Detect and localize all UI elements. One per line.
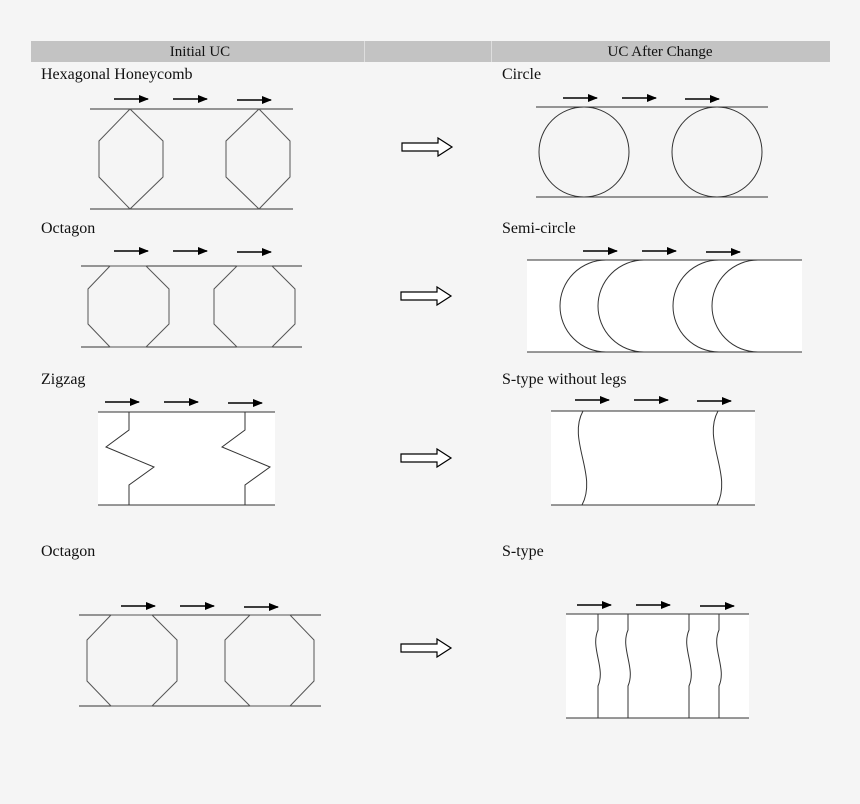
hexagonal-honeycomb-cell: [90, 99, 293, 209]
label-s-type-without-legs: S-type without legs: [502, 371, 627, 388]
transform-arrow-icon: [402, 138, 452, 156]
octagon-cell-2: [79, 606, 321, 706]
header-initial-uc: Initial UC: [169, 44, 231, 60]
transform-arrow-icon: [401, 449, 451, 467]
label-octagon-2: Octagon: [41, 543, 96, 560]
transform-arrow-icon: [401, 287, 451, 305]
label-octagon-1: Octagon: [41, 220, 96, 237]
label-s-type: S-type: [502, 543, 544, 560]
s-type-cell: [566, 605, 749, 718]
octagon-cell-1: [81, 251, 302, 347]
label-circle: Circle: [502, 66, 542, 83]
semi-circle-cell: [527, 251, 802, 352]
s-type-without-legs-cell: [551, 400, 755, 505]
zigzag-cell: [98, 402, 275, 505]
circle-cell: [536, 98, 768, 197]
label-semi-circle: Semi-circle: [502, 220, 576, 237]
label-hexagonal-honeycomb: Hexagonal Honeycomb: [41, 66, 193, 83]
transform-arrow-icon: [401, 639, 451, 657]
label-zigzag: Zigzag: [41, 371, 86, 388]
header-uc-after-change: UC After Change: [607, 44, 713, 60]
